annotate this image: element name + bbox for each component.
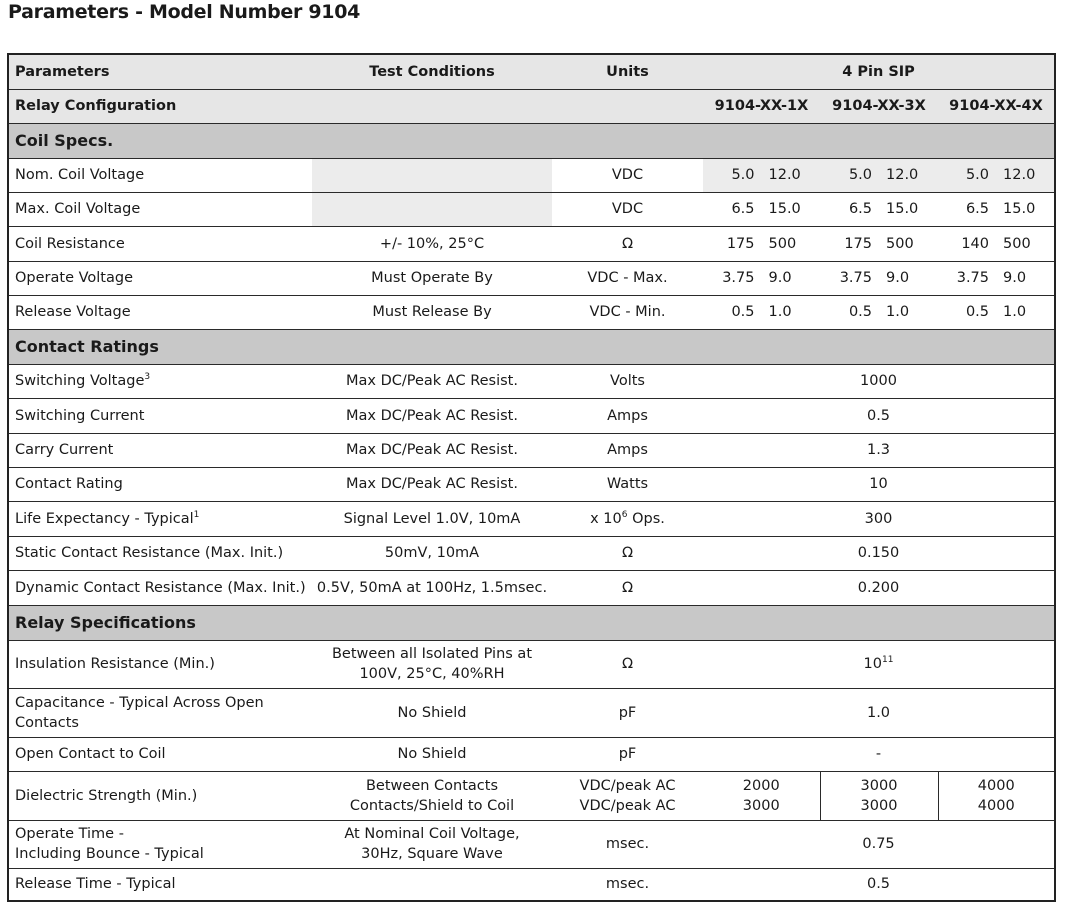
value-cell: 175 xyxy=(844,235,872,252)
value-cell: 9.0 xyxy=(768,270,792,286)
table-row xyxy=(9,433,1054,467)
value-cell: 1.0 xyxy=(768,304,792,320)
header-package: 4 Pin SIP xyxy=(703,55,1054,89)
units-cell: msec. xyxy=(605,875,650,892)
param-cell: Life Expectancy - Typical$^1$ xyxy=(15,509,200,527)
value-cell: 1000 xyxy=(860,373,897,389)
condition-cell: Max DC/Peak AC Resist. xyxy=(346,442,518,458)
value-cell: 3.75 xyxy=(722,270,755,286)
value-cell: 0.75 xyxy=(862,836,895,852)
units-cell: Watts xyxy=(606,476,649,492)
condition-cell: Max DC/Peak AC Resist. xyxy=(346,373,518,389)
header-units: Units xyxy=(552,55,703,89)
model-3x: 9104-XX-3X xyxy=(820,89,938,123)
condition-cell: Between Contacts Contacts/Shield to Coil xyxy=(349,777,515,814)
param-cell: Nom. Coil Voltage xyxy=(15,167,145,183)
footnote-marker: 1 xyxy=(193,509,200,520)
table-row xyxy=(9,771,1054,820)
condition-cell: At Nominal Coil Voltage, 30Hz, Square Wave xyxy=(344,826,520,862)
model-1x: 9104-XX-1X xyxy=(703,89,820,123)
param-cell: Switching Current xyxy=(15,407,145,424)
units-cell: pF xyxy=(618,746,637,762)
condition-cell: 0.5V, 50mA at 100Hz, 1.5msec. xyxy=(316,579,548,596)
value-cell: 140 xyxy=(961,235,990,252)
header-parameters: Parameters xyxy=(9,55,312,89)
value-cell: 12.0 xyxy=(1003,167,1036,183)
value-cell: 300 xyxy=(864,510,893,527)
condition-cell: 50mV, 10mA xyxy=(384,545,480,561)
value-cell: 3000 3000 xyxy=(820,771,938,820)
units-cell: VDC/peak AC VDC/peak AC xyxy=(579,777,676,814)
param-cell: Capacitance - Typical Across Open Contacts xyxy=(15,694,264,731)
value-cell: 5.0 xyxy=(731,167,755,183)
param-cell: Carry Current xyxy=(15,442,114,458)
condition-cell: Must Operate By xyxy=(371,270,493,286)
header-test-conditions: Test Conditions xyxy=(312,55,552,89)
table-row xyxy=(9,398,1054,433)
param-cell: Switching Voltage$^3$ xyxy=(15,372,151,389)
units-cell: Ω xyxy=(621,656,634,672)
value-cell: 500 xyxy=(1003,235,1031,252)
units-cell: Ω xyxy=(621,579,634,596)
value-cell: 6.5 xyxy=(731,201,755,217)
condition-cell: Must Release By xyxy=(372,304,492,320)
table-row xyxy=(9,868,1054,899)
footnote-marker: 3 xyxy=(144,372,151,382)
table-row xyxy=(9,158,1054,192)
units-cell: VDC xyxy=(611,167,644,183)
units-cell: VDC xyxy=(611,201,644,217)
condition-cell: Between all Isolated Pins at 100V, 25°C, 40%RH xyxy=(331,646,533,682)
condition-cell: Max DC/Peak AC Resist. xyxy=(346,407,518,424)
value-cell: 0.5 xyxy=(848,304,872,320)
condition-cell: No Shield xyxy=(397,746,467,762)
section-coil-specs: Coil Specs. xyxy=(9,123,1054,158)
units-cell: Ω xyxy=(621,235,634,252)
table-row xyxy=(9,295,1054,329)
units-cell: x $10^6$ Ops. xyxy=(590,509,665,527)
value-cell: 500 xyxy=(768,235,797,252)
condition-cell: Max DC/Peak AC Resist. xyxy=(346,476,518,492)
condition-cell xyxy=(312,158,552,192)
value-cell: 1.0 xyxy=(866,704,891,721)
table-row xyxy=(9,688,1054,737)
value-cell: 5.0 xyxy=(848,167,872,183)
units-cell: VDC - Min. xyxy=(589,304,666,320)
table-row xyxy=(9,467,1054,501)
value-cell: 4000 4000 xyxy=(938,771,1054,820)
value-cell: 0.5 xyxy=(866,875,891,892)
value-cell: 0.5 xyxy=(866,407,891,424)
table-row xyxy=(9,261,1054,295)
units-cell: Amps xyxy=(607,407,648,424)
value-cell: 3.75 xyxy=(956,270,990,286)
value-cell: 1.3 xyxy=(866,442,891,458)
value-cell: 0.200 xyxy=(857,579,900,596)
value-cell: 0.150 xyxy=(857,545,900,561)
param-cell: Open Contact to Coil xyxy=(15,746,166,762)
table-row xyxy=(9,226,1054,261)
value-cell: 3.75 xyxy=(839,270,872,286)
units-cell: Ω xyxy=(621,545,634,561)
param-cell: Dielectric Strength (Min.) xyxy=(15,787,198,804)
parameters-table xyxy=(9,55,1054,899)
param-cell: Operate Time - Including Bounce - Typical xyxy=(15,826,204,862)
param-cell: Operate Voltage xyxy=(15,270,133,286)
value-cell: 15.0 xyxy=(886,201,919,217)
relay-config-row xyxy=(9,89,1054,123)
table-row xyxy=(9,820,1054,868)
header-row xyxy=(9,55,1054,89)
section-contact-ratings: Contact Ratings xyxy=(9,329,1054,364)
units-cell: Volts xyxy=(610,373,645,389)
value-cell: - xyxy=(875,746,882,762)
model-4x: 9104-XX-4X xyxy=(938,89,1054,123)
param-cell: Release Voltage xyxy=(15,304,131,320)
value-cell: 0.5 xyxy=(731,304,755,320)
condition-cell xyxy=(312,192,552,226)
value-cell: $10^{11}$ xyxy=(863,655,894,672)
table-row xyxy=(9,192,1054,226)
value-cell: 175 xyxy=(726,235,755,252)
units-cell: VDC - Max. xyxy=(587,270,668,286)
section-relay-specifications: Relay Specifications xyxy=(9,605,1054,640)
value-cell: 6.5 xyxy=(965,201,990,217)
condition-cell: No Shield xyxy=(397,704,467,721)
value-cell: 500 xyxy=(886,235,914,252)
value-cell: 1.0 xyxy=(1003,304,1027,320)
condition-cell xyxy=(312,868,552,899)
value-cell: 2000 3000 xyxy=(742,777,780,814)
value-cell: 15.0 xyxy=(768,201,801,217)
param-cell: Contact Rating xyxy=(15,476,123,492)
value-cell: 10 xyxy=(869,476,888,492)
table-row xyxy=(9,364,1054,398)
value-cell: 12.0 xyxy=(768,167,801,183)
value-cell: 15.0 xyxy=(1003,201,1036,217)
table-row xyxy=(9,737,1054,771)
units-cell: Amps xyxy=(607,442,648,458)
param-cell: Dynamic Contact Resistance (Max. Init.) xyxy=(15,579,306,596)
value-cell: 0.5 xyxy=(965,304,990,320)
condition-cell: +/- 10%, 25°C xyxy=(379,235,485,252)
parameters-table-frame xyxy=(7,53,1056,902)
relay-config-label: Relay Configuration xyxy=(9,89,312,123)
table-row xyxy=(9,570,1054,605)
value-cell: 9.0 xyxy=(886,270,910,286)
table-row xyxy=(9,501,1054,536)
table-row xyxy=(9,640,1054,688)
param-cell: Static Contact Resistance (Max. Init.) xyxy=(15,545,284,561)
param-cell: Release Time - Typical xyxy=(15,875,176,892)
param-cell: Coil Resistance xyxy=(15,235,125,252)
value-cell: 12.0 xyxy=(886,167,919,183)
table-row xyxy=(9,536,1054,570)
units-cell: msec. xyxy=(605,836,650,852)
page-title: Parameters - Model Number 9104 xyxy=(8,1,361,23)
param-cell: Max. Coil Voltage xyxy=(15,201,141,217)
value-cell: 9.0 xyxy=(1003,270,1027,286)
param-cell: Insulation Resistance (Min.) xyxy=(15,656,215,672)
units-cell: pF xyxy=(618,704,637,721)
value-cell: 1.0 xyxy=(886,304,910,320)
value-cell: 6.5 xyxy=(848,201,872,217)
value-cell: 5.0 xyxy=(965,167,990,183)
condition-cell: Signal Level 1.0V, 10mA xyxy=(343,510,521,527)
